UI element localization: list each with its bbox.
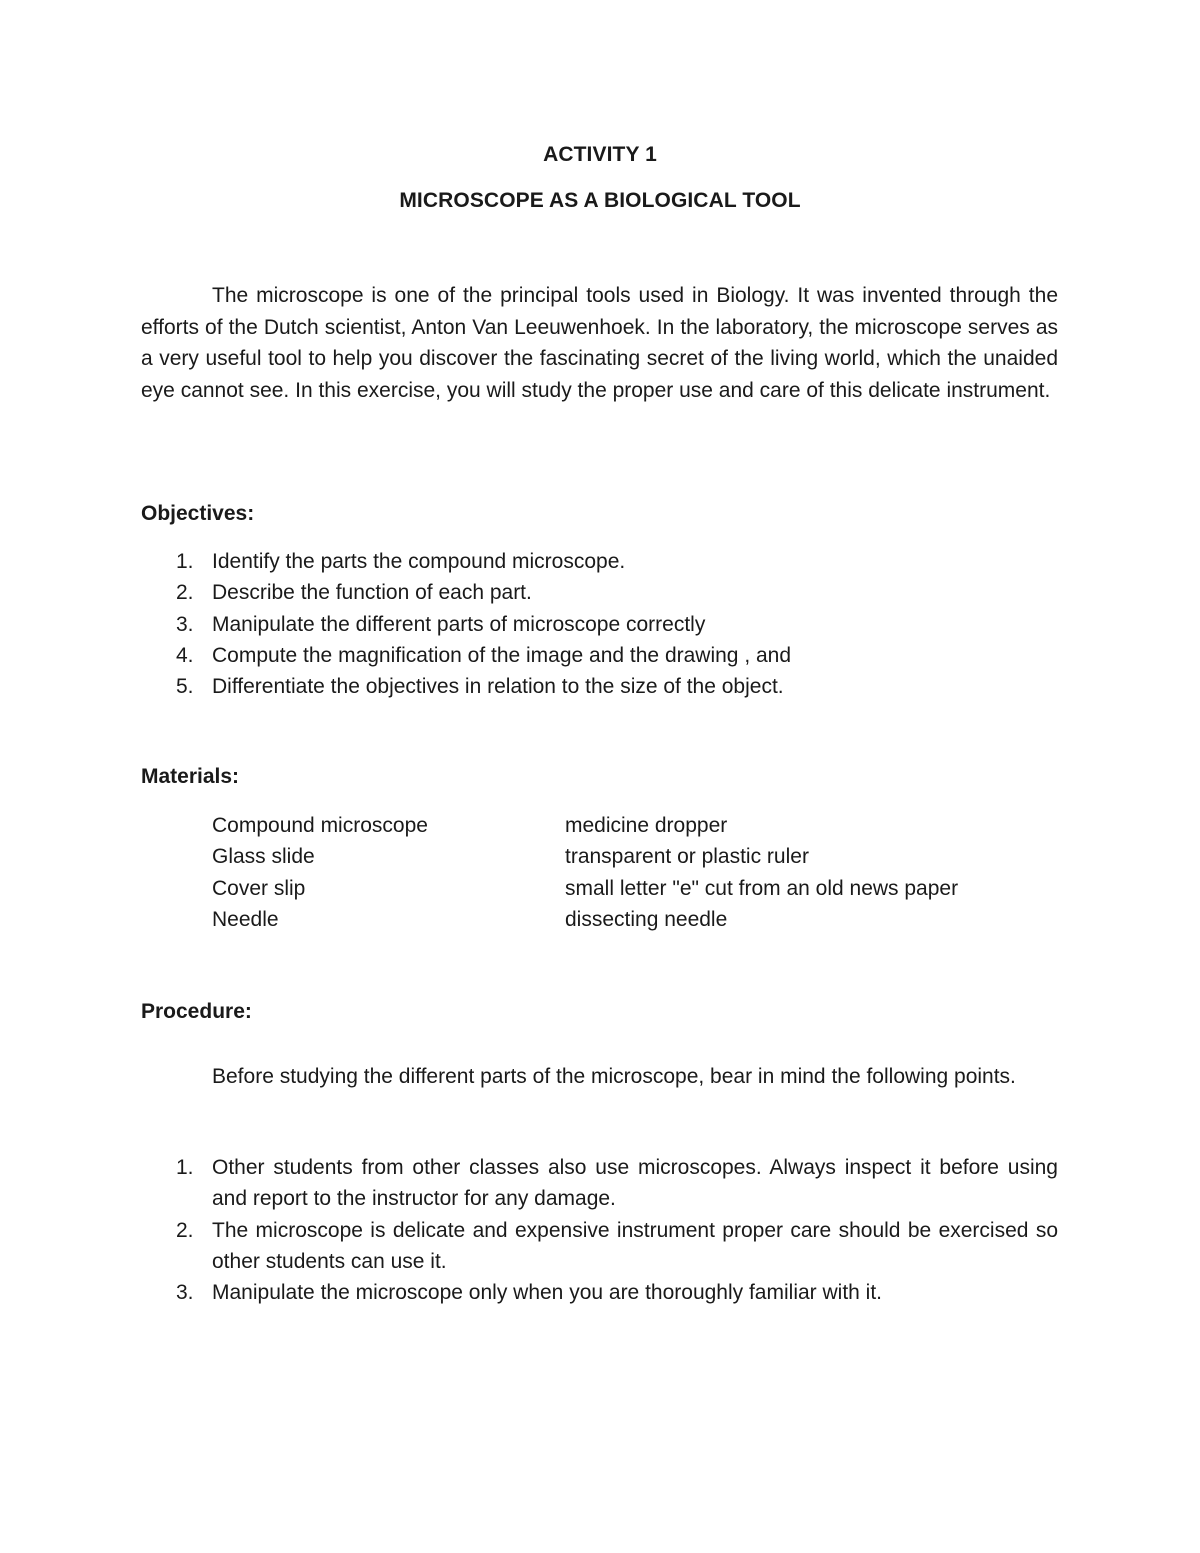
list-number: 1. bbox=[176, 1156, 194, 1179]
materials-heading: Materials: bbox=[141, 765, 240, 788]
material-item: Compound microscope bbox=[212, 814, 428, 837]
material-item: small letter "e" cut from an old news paper bbox=[565, 876, 959, 900]
list-number: 3. bbox=[176, 1281, 194, 1305]
list-item bbox=[141, 671, 1058, 702]
material-item: Glass slide bbox=[212, 845, 315, 869]
list-item bbox=[141, 546, 1058, 577]
list-item bbox=[141, 1152, 1058, 1215]
materials-row bbox=[212, 904, 1058, 935]
material-item: Needle bbox=[212, 907, 279, 931]
procedure-intro: Before studying the different parts of the microscope, bear in mind the following points. bbox=[212, 1065, 1016, 1088]
list-item-text: Describe the function of each part. bbox=[212, 581, 532, 605]
intro-paragraph: The microscope is one of the principal tools used in Biology. It was invented through the efforts of the Dutch scientist, Anton Van Leeuwenhoek. In the laboratory, the microscope serves as a very useful tool to help you discover the fascinating secret of the living world, which the unaided eye cannot see. In this exercise, you will study the proper use and care of this delicate instrument. bbox=[141, 284, 1058, 402]
list-item bbox=[141, 640, 1058, 671]
procedure-heading: Procedure: bbox=[141, 1000, 252, 1023]
list-item-text: Manipulate the different parts of microscope correctly bbox=[212, 612, 706, 636]
list-item bbox=[141, 1277, 1058, 1308]
list-number: 5. bbox=[176, 675, 194, 699]
list-number: 4. bbox=[176, 643, 194, 667]
list-item bbox=[141, 577, 1058, 608]
objectives-heading: Objectives: bbox=[141, 502, 255, 525]
list-number: 2. bbox=[176, 1218, 194, 1242]
list-number: 3. bbox=[176, 612, 194, 636]
list-item-text: The microscope is delicate and expensive instrument proper care should be exercised so other students can use it. bbox=[212, 1218, 1058, 1273]
materials-row bbox=[212, 873, 1058, 904]
list-item bbox=[141, 609, 1058, 640]
list-number: 1. bbox=[176, 550, 194, 573]
objectives-list bbox=[141, 546, 1058, 702]
material-item: transparent or plastic ruler bbox=[565, 845, 809, 869]
material-item: Cover slip bbox=[212, 876, 306, 900]
list-item-text: Other students from other classes also use microscopes. Always inspect it before using and report to the instructor for any damage. bbox=[212, 1156, 1058, 1211]
materials-table bbox=[212, 810, 1058, 935]
list-item-text: Identify the parts the compound microscope. bbox=[212, 550, 626, 573]
list-item-text: Compute the magnification of the image and the drawing , and bbox=[212, 643, 792, 667]
materials-row bbox=[212, 810, 1058, 841]
activity-title: MICROSCOPE AS A BIOLOGICAL TOOL bbox=[399, 189, 801, 212]
activity-number: ACTIVITY 1 bbox=[543, 143, 657, 166]
list-item-text: Manipulate the microscope only when you are thoroughly familiar with it. bbox=[212, 1281, 883, 1305]
materials-row bbox=[212, 841, 1058, 872]
procedure-list bbox=[141, 1152, 1058, 1308]
list-item bbox=[141, 1215, 1058, 1278]
material-item: dissecting needle bbox=[565, 907, 728, 931]
material-item: medicine dropper bbox=[565, 814, 728, 837]
list-item-text: Differentiate the objectives in relation to the size of the object. bbox=[212, 675, 784, 699]
list-number: 2. bbox=[176, 581, 194, 605]
